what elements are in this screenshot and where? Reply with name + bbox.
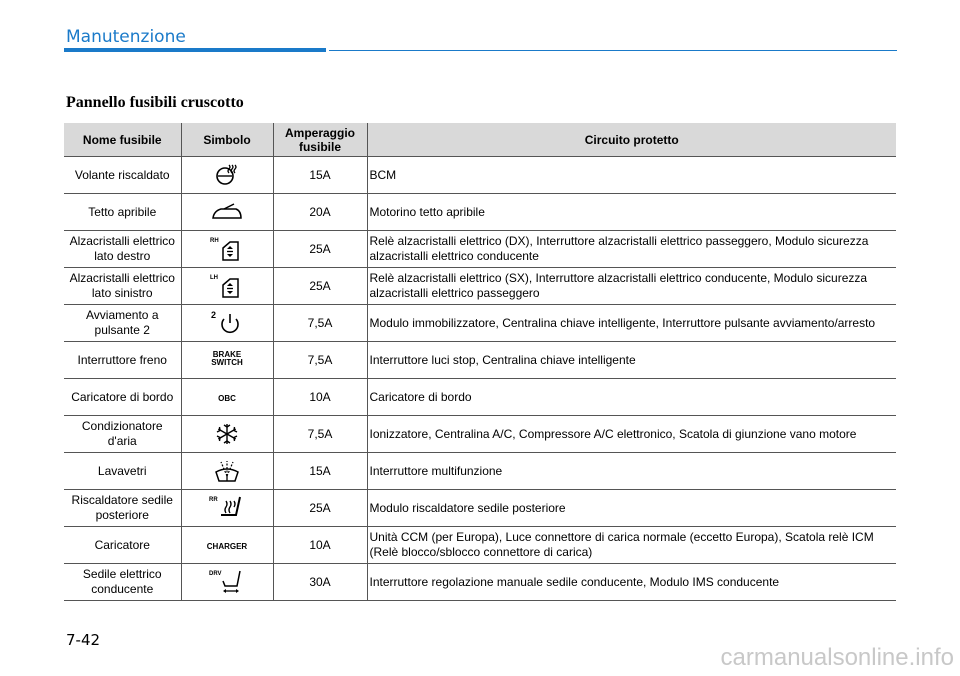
fuse-circuit: Modulo riscaldatore sedile posteriore: [367, 490, 896, 527]
fuse-symbol: [181, 231, 273, 268]
fuse-amperage: 10A: [273, 527, 367, 564]
fuse-amperage: 30A: [273, 564, 367, 601]
fuse-name: Caricatore: [64, 527, 181, 564]
table-row: [64, 564, 896, 601]
fuse-symbol: [181, 342, 273, 379]
fuse-name: Tetto apribile: [64, 194, 181, 231]
fuse-circuit: Interruttore multifunzione: [367, 453, 896, 490]
table-row: [64, 268, 896, 305]
fuse-symbol: [181, 305, 273, 342]
table-row: [64, 490, 896, 527]
washer-icon: [212, 458, 242, 484]
fuse-circuit: Interruttore luci stop, Centralina chiave intelligente: [367, 342, 896, 379]
table-row: [64, 305, 896, 342]
table-row: [64, 342, 896, 379]
fuse-amperage: 7,5A: [273, 342, 367, 379]
fuse-name: Volante riscaldato: [64, 157, 181, 194]
fuse-name: Alzacristalli elettrico lato sinistro: [64, 268, 181, 305]
svg-text:LH: LH: [210, 275, 218, 281]
table-row: [64, 231, 896, 268]
fuse-symbol: [181, 527, 273, 564]
fuse-amperage: 25A: [273, 231, 367, 268]
table-row: [64, 527, 896, 564]
page-number: 7-42: [66, 631, 101, 649]
start-button-icon: [210, 308, 244, 338]
fuse-name: Condizionatore d'aria: [64, 416, 181, 453]
obc-label: OBC: [218, 393, 236, 403]
fuse-symbol: [181, 157, 273, 194]
power-window-lh-icon: [210, 271, 244, 301]
fuse-amperage: 7,5A: [273, 305, 367, 342]
fuse-amperage: 7,5A: [273, 416, 367, 453]
fuse-circuit: Unità CCM (per Europa), Luce connettore di carica normale (eccetto Europa), Scatola relè ICM (Relè blocco/sblocco connettore di carica): [367, 527, 896, 564]
header-rule-thick: [64, 48, 326, 52]
fuse-name: Riscaldatore sedile posteriore: [64, 490, 181, 527]
col-header-circuit: Circuito protetto: [367, 123, 896, 157]
fuse-amperage: 25A: [273, 490, 367, 527]
fuse-circuit: BCM: [367, 157, 896, 194]
fuse-amperage: 15A: [273, 157, 367, 194]
fuse-circuit: Relè alzacristalli elettrico (DX), Interruttore alzacristalli elettrico passeggero, Modulo sicurezza alzacristalli elettrico conducente: [367, 231, 896, 268]
fuse-symbol: [181, 416, 273, 453]
fuse-name: Interruttore freno: [64, 342, 181, 379]
fuse-name: Caricatore di bordo: [64, 379, 181, 416]
power-window-rh-icon: [210, 234, 244, 264]
fuse-amperage: 20A: [273, 194, 367, 231]
col-header-amperage: Amperaggio fusibile: [273, 123, 367, 157]
svg-text:RR: RR: [209, 497, 218, 503]
fuse-symbol: [181, 268, 273, 305]
fuse-amperage: 25A: [273, 268, 367, 305]
brake-switch-label: BRAKE SWITCH: [211, 350, 243, 367]
fuse-symbol: [181, 194, 273, 231]
fuse-circuit: Modulo immobilizzatore, Centralina chiave intelligente, Interruttore pulsante avviamento/arresto: [367, 305, 896, 342]
section-header: Manutenzione: [66, 27, 186, 47]
air-conditioner-icon: [214, 421, 240, 447]
heated-steering-wheel-icon: [213, 162, 241, 188]
fuse-symbol: [181, 379, 273, 416]
table-row: [64, 416, 896, 453]
charger-label: CHARGER: [206, 541, 248, 551]
fuse-symbol: [181, 490, 273, 527]
svg-text:2: 2: [211, 310, 217, 320]
fuse-amperage: 10A: [273, 379, 367, 416]
fuse-symbol: [181, 564, 273, 601]
fuse-circuit: Interruttore regolazione manuale sedile conducente, Modulo IMS conducente: [367, 564, 896, 601]
fuse-symbol: [181, 453, 273, 490]
fuse-name: Avviamento a pulsante 2: [64, 305, 181, 342]
page-title: Pannello fusibili cruscotto: [66, 94, 244, 111]
fuse-amperage: 15A: [273, 453, 367, 490]
fuse-name: Alzacristalli elettrico lato destro: [64, 231, 181, 268]
table-row: [64, 194, 896, 231]
header-rule-thin: [329, 50, 897, 51]
fuse-circuit: Relè alzacristalli elettrico (SX), Interruttore alzacristalli elettrico conducente, Modulo sicurezza alzacristalli elettrico passeggero: [367, 268, 896, 305]
table-row: [64, 157, 896, 194]
col-header-symbol: Simbolo: [181, 123, 273, 157]
power-seat-driver-icon: [209, 567, 245, 597]
fuse-circuit: Ionizzatore, Centralina A/C, Compressore A/C elettronico, Scatola di giunzione vano motore: [367, 416, 896, 453]
sunroof-icon: [210, 201, 244, 223]
rear-seat-heater-icon: [209, 493, 245, 523]
table-header-row: [64, 123, 896, 157]
fuse-circuit: Motorino tetto apribile: [367, 194, 896, 231]
svg-text:DRV: DRV: [209, 571, 222, 577]
fuse-name: Sedile elettrico conducente: [64, 564, 181, 601]
svg-text:RH: RH: [210, 238, 219, 244]
fuse-name: Lavavetri: [64, 453, 181, 490]
table-row: [64, 453, 896, 490]
fuse-circuit: Caricatore di bordo: [367, 379, 896, 416]
watermark: carmanualsonline.info: [720, 644, 954, 671]
col-header-name: Nome fusibile: [64, 123, 181, 157]
fuse-table: [64, 123, 896, 601]
table-row: [64, 379, 896, 416]
